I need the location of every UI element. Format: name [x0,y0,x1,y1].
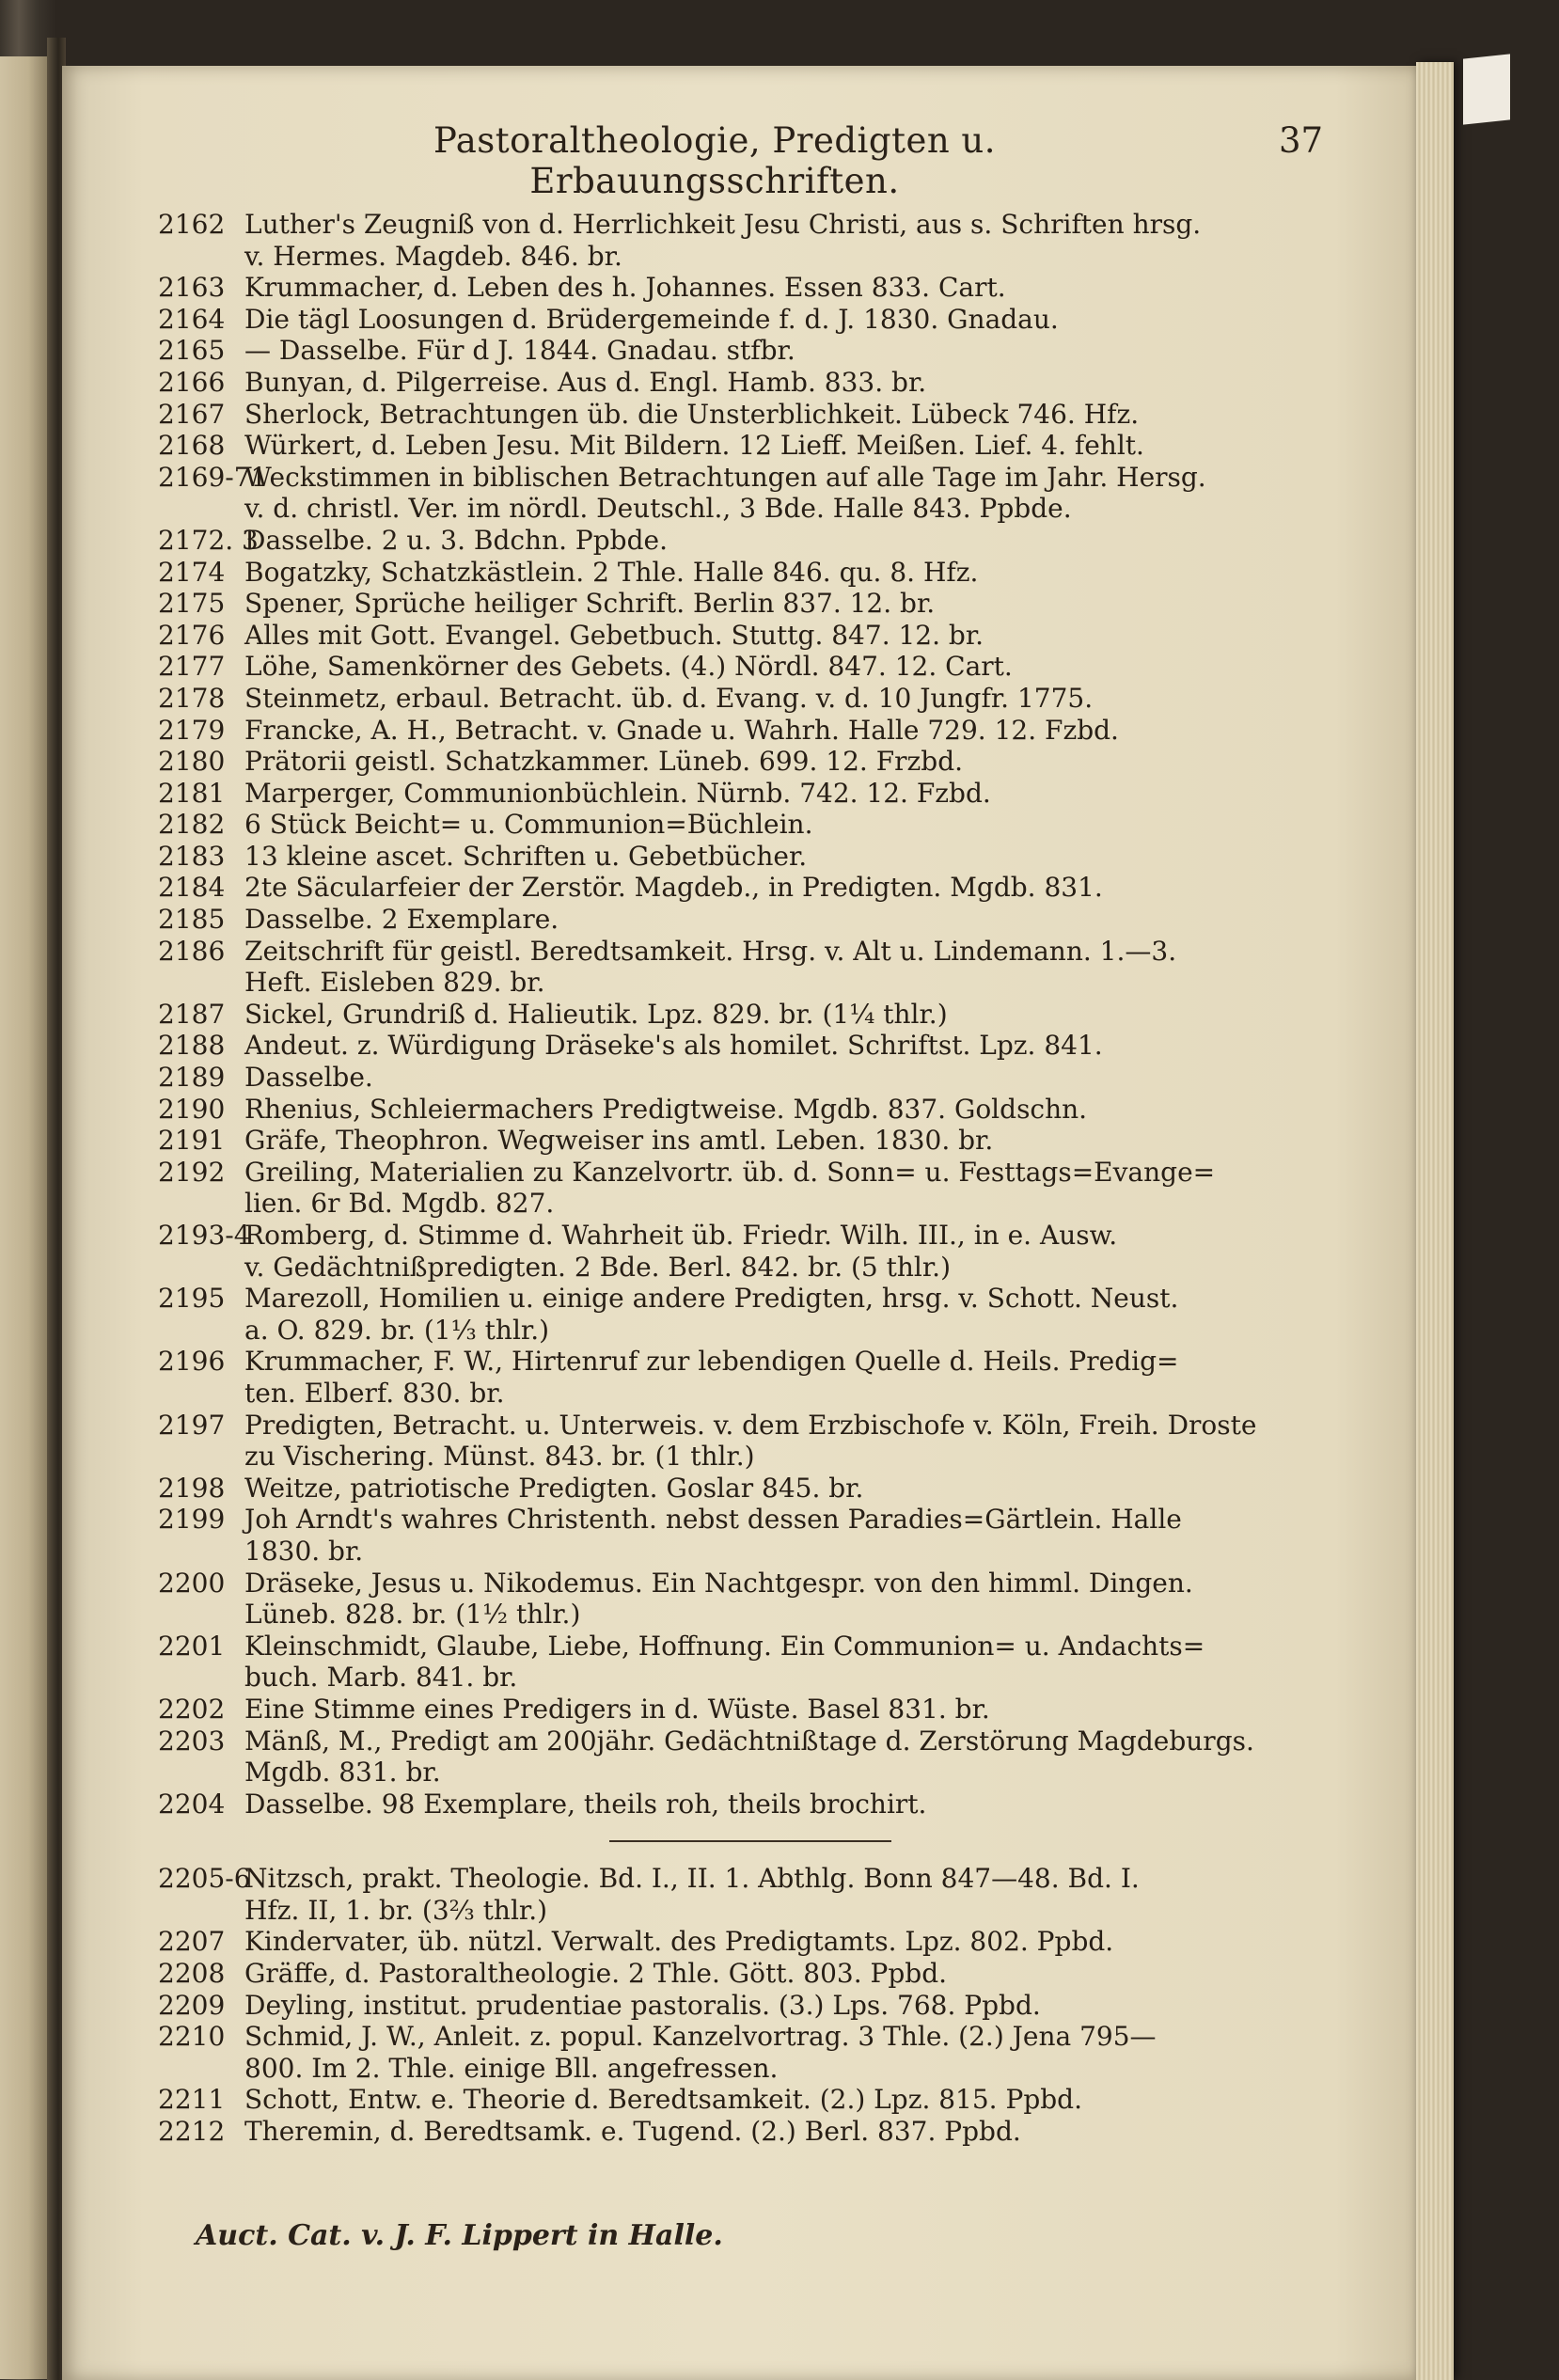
entry-number: 2181 [158,777,226,809]
left-page-edge [0,56,47,2379]
catalog-entry [158,778,1341,810]
catalog-entry [158,904,1341,936]
entry-continuation: Mgdb. 831. br. [244,1757,441,1789]
entry-continuation: ten. Elberf. 830. br. [244,1377,505,1409]
entry-number: 2177 [158,651,226,683]
entry-continuation: v. Hermes. Magdeb. 846. br. [244,240,622,272]
entry-number: 2205-6 [158,1863,251,1895]
entry-text: Prätorii geistl. Schatzkammer. Lüneb. 699. 12. Frzbd. [244,746,964,778]
entry-number: 2199 [158,1504,226,1536]
entry-number: 2202 [158,1693,226,1725]
entry-text: Schmid, J. W., Anleit. z. popul. Kanzelvortrag. 3 Thle. (2.) Jena 795— [244,2021,1157,2053]
entry-number: 2212 [158,2116,226,2148]
entry-number: 2192 [158,1156,226,1188]
entry-number: 2184 [158,872,226,904]
entry-text: Kindervater, üb. nützl. Verwalt. des Predigtamts. Lpz. 802. Ppbd. [244,1926,1114,1958]
catalog-entry [158,872,1341,904]
entry-number: 2200 [158,1567,226,1599]
entry-text: Bogatzky, Schatzkästlein. 2 Thle. Halle 846. qu. 8. Hfz. [244,556,979,588]
entry-text: Steinmetz, erbaul. Betracht. üb. d. Evang. v. d. 10 Jungfr. 1775. [244,682,1094,714]
catalog-entry [158,1157,1341,1220]
catalog-entry [158,2021,1341,2084]
entry-number: 2188 [158,1030,226,1062]
entry-continuation: a. O. 829. br. (1⅓ thlr.) [244,1314,550,1346]
entry-continuation: buch. Marb. 841. br. [244,1662,518,1694]
entry-text: Andeut. z. Würdigung Dräseke's als homilet. Schriftst. Lpz. 841. [244,1030,1103,1062]
catalog-entry [158,1030,1341,1062]
entry-text: Löhe, Samenkörner des Gebets. (4.) Nördl. 847. 12. Cart. [244,651,1013,683]
entry-number: 2166 [158,366,226,398]
entry-number: 2189 [158,1062,226,1094]
catalog-entry [158,462,1341,525]
entry-continuation: zu Vischering. Münst. 843. br. (1 thlr.) [244,1441,755,1473]
catalog-entry [158,809,1341,841]
catalog-entry [158,304,1341,336]
entry-number: 2201 [158,1630,226,1662]
section-divider [609,1840,891,1842]
catalog-entry [158,557,1341,589]
entry-number: 2180 [158,746,226,778]
entry-text: Alles mit Gott. Evangel. Gebetbuch. Stuttg. 847. 12. br. [244,619,984,651]
entry-text: Krummacher, F. W., Hirtenruf zur lebendigen Quelle d. Heils. Predig= [244,1346,1179,1378]
entry-number: 2193-4 [158,1220,251,1251]
entry-text: Krummacher, d. Leben des h. Johannes. Essen 833. Cart. [244,272,1006,304]
entry-number: 2204 [158,1788,226,1820]
page-stack-edge [1416,62,1454,2380]
entry-list-theory [158,1863,1341,2147]
entry-text: Sickel, Grundriß d. Halieutik. Lpz. 829. br. (1¼ thlr.) [244,998,948,1030]
entry-text: 6 Stück Beicht= u. Communion=Büchlein. [244,809,813,841]
catalog-entry [158,746,1341,778]
entry-text: Würkert, d. Leben Jesu. Mit Bildern. 12 Lieff. Meißen. Lief. 4. fehlt. [244,430,1144,462]
catalog-entry [158,209,1341,272]
catalog-entry [158,1863,1341,1926]
running-header: Pastoraltheologie, Predigten u. Erbauungsschriften. [433,120,997,201]
catalog-entry [158,1346,1341,1409]
entry-text: Marperger, Communionbüchlein. Nürnb. 742. 12. Fzbd. [244,777,991,809]
entry-text: Marezoll, Homilien u. einige andere Predigten, hrsg. v. Schott. Neust. [244,1283,1179,1315]
entry-number: 2174 [158,556,226,588]
catalog-entry [158,1926,1341,1958]
entry-text: Theremin, d. Beredtsamk. e. Tugend. (2.) Berl. 837. Ppbd. [244,2116,1021,2148]
entry-number: 2179 [158,714,226,746]
entry-number: 2207 [158,1926,226,1958]
catalog-entry [158,1125,1341,1157]
entry-text: Predigten, Betracht. u. Unterweis. v. dem Erzbischofe v. Köln, Freih. Droste [244,1409,1257,1441]
entry-number: 2195 [158,1283,226,1315]
catalog-entry [158,1958,1341,1990]
catalog-entry [158,2084,1341,2116]
entry-text: 2te Säcularfeier der Zerstör. Magdeb., in Predigten. Mgdb. 831. [244,872,1103,904]
entry-number: 2162 [158,209,226,240]
catalog-entry [158,2116,1341,2148]
entry-number: 2191 [158,1125,226,1157]
entry-number: 2183 [158,840,226,872]
catalog-entry [158,1410,1341,1473]
entry-text: Spener, Sprüche heiliger Schrift. Berlin 837. 12. br. [244,588,936,620]
entry-continuation: v. d. christl. Ver. im nördl. Deutschl., 3 Bde. Halle 843. Ppbde. [244,493,1072,525]
paper-slip [1463,54,1510,124]
entry-continuation: lien. 6r Bd. Mgdb. 827. [244,1188,555,1220]
catalog-entry [158,841,1341,873]
entry-number: 2169-71 [158,461,268,493]
entry-continuation: Lüneb. 828. br. (1½ thlr.) [244,1599,581,1631]
entry-continuation: v. Gedächtnißpredigten. 2 Bde. Berl. 842. br. (5 thlr.) [244,1251,952,1283]
entry-list-pastoral [158,209,1341,1820]
entry-number: 2210 [158,2021,226,2053]
entry-number: 2203 [158,1725,226,1757]
catalog-entry [158,272,1341,304]
entry-text: Die tägl Loosungen d. Brüdergemeinde f. d. J. 1830. Gnadau. [244,303,1059,335]
entry-number: 2209 [158,1989,226,2021]
entry-text: Weitze, patriotische Predigten. Goslar 845. br. [244,1472,864,1504]
catalog-entry [158,1283,1341,1346]
catalog-entry [158,1789,1341,1820]
entry-number: 2196 [158,1346,226,1378]
entry-text: Gräffe, d. Pastoraltheologie. 2 Thle. Gött. 803. Ppbd. [244,1958,948,1990]
entry-continuation: Heft. Eisleben 829. br. [244,967,545,999]
entry-text: Romberg, d. Stimme d. Wahrheit üb. Friedr. Wilh. III., in e. Ausw. [244,1220,1118,1251]
catalog-entry [158,715,1341,747]
entry-number: 2187 [158,998,226,1030]
entry-number: 2197 [158,1409,226,1441]
catalog-entry [158,1473,1341,1505]
entry-number: 2167 [158,398,226,430]
catalog-entry [158,1062,1341,1094]
entry-text: Bunyan, d. Pilgerreise. Aus d. Engl. Hamb. 833. br. [244,366,927,398]
entry-text: Schott, Entw. e. Theorie d. Beredtsamkeit. (2.) Lpz. 815. Ppbd. [244,2084,1082,2116]
entry-number: 2165 [158,335,226,367]
entry-number: 2172. 3 [158,524,259,556]
entry-number: 2186 [158,935,226,967]
entry-text: Weckstimmen in biblischen Betrachtungen auf alle Tage im Jahr. Hersg. [244,461,1206,493]
entry-number: 2190 [158,1093,226,1125]
catalog-entry [158,620,1341,652]
entry-number: 2163 [158,272,226,304]
entry-text: Luther's Zeugniß von d. Herrlichkeit Jesu Christi, aus s. Schriften hrsg. [244,209,1202,240]
entry-number: 2176 [158,619,226,651]
catalog-entry [158,367,1341,399]
entry-text: Dräseke, Jesus u. Nikodemus. Ein Nachtgespr. von den himml. Dingen. [244,1567,1193,1599]
entry-number: 2198 [158,1472,226,1504]
entry-continuation: 1830. br. [244,1535,364,1567]
entry-text: Greiling, Materialien zu Kanzelvortr. üb. d. Sonn= u. Festtags=Evange= [244,1156,1216,1188]
catalog-entry [158,588,1341,620]
entry-number: 2178 [158,682,226,714]
entry-continuation: 800. Im 2. Thle. einige Bll. angefressen. [244,2052,779,2084]
catalog-entry [158,1220,1341,1283]
entry-text: Francke, A. H., Betracht. v. Gnade u. Wahrh. Halle 729. 12. Fzbd. [244,714,1119,746]
entry-number: 2168 [158,430,226,462]
catalog-entry [158,1094,1341,1126]
entry-number: 2182 [158,809,226,841]
page-number: 37 [1279,120,1324,161]
entry-number: 2211 [158,2084,226,2116]
entry-number: 2208 [158,1958,226,1990]
entry-text: Dasselbe. 2 u. 3. Bdchn. Ppbde. [244,524,668,556]
catalog-entry [158,651,1341,683]
entry-text: Deyling, institut. prudentiae pastoralis. (3.) Lps. 768. Ppbd. [244,1989,1041,2021]
entry-text: Joh Arndt's wahres Christenth. nebst dessen Paradies=Gärtlein. Halle [244,1504,1182,1536]
catalog-entry [158,430,1341,462]
catalog-entry [158,999,1341,1031]
catalog-entry [158,399,1341,431]
entry-text: Kleinschmidt, Glaube, Liebe, Hoffnung. Ein Communion= u. Andachts= [244,1630,1205,1662]
entry-text: Dasselbe. 98 Exemplare, theils roh, theils brochirt. [244,1788,927,1820]
entry-text: Gräfe, Theophron. Wegweiser ins amtl. Leben. 1830. br. [244,1125,994,1157]
catalog-footer: Auct. Cat. v. J. F. Lippert in Halle. [196,2219,723,2252]
entry-text: Dasselbe. [244,1062,373,1094]
catalog-entry [158,683,1341,715]
catalog-entry [158,1990,1341,2022]
entry-number: 2175 [158,588,226,620]
entry-continuation: Hfz. II, 1. br. (3⅔ thlr.) [244,1894,548,1926]
entry-text: Dasselbe. 2 Exemplare. [244,904,559,936]
catalog-entry [158,936,1341,999]
entry-text: — Dasselbe. Für d J. 1844. Gnadau. stfbr. [244,335,795,367]
entry-text: Nitzsch, prakt. Theologie. Bd. I., II. 1. Abthlg. Bonn 847—48. Bd. I. [244,1863,1140,1895]
entry-text: 13 kleine ascet. Schriften u. Gebetbücher. [244,840,808,872]
catalog-entry [158,525,1341,557]
catalog-entry [158,335,1341,367]
entry-text: Eine Stimme eines Predigers in d. Wüste. Basel 831. br. [244,1693,990,1725]
entry-text: Rhenius, Schleiermachers Predigtweise. Mgdb. 837. Goldschn. [244,1093,1088,1125]
catalog-entry [158,1694,1341,1726]
entry-text: Sherlock, Betrachtungen üb. die Unsterblichkeit. Lübeck 746. Hfz. [244,398,1140,430]
catalog-entry [158,1726,1341,1789]
entry-number: 2185 [158,904,226,936]
entry-number: 2164 [158,303,226,335]
catalog-entries [158,209,1341,2148]
catalog-entry [158,1504,1341,1567]
catalog-entry [158,1568,1341,1631]
catalog-entry [158,1631,1341,1694]
entry-text: Zeitschrift für geistl. Beredtsamkeit. Hrsg. v. Alt u. Lindemann. 1.—3. [244,935,1177,967]
entry-text: Mänß, M., Predigt am 200jähr. Gedächtnißtage d. Zerstörung Magdeburgs. [244,1725,1254,1757]
